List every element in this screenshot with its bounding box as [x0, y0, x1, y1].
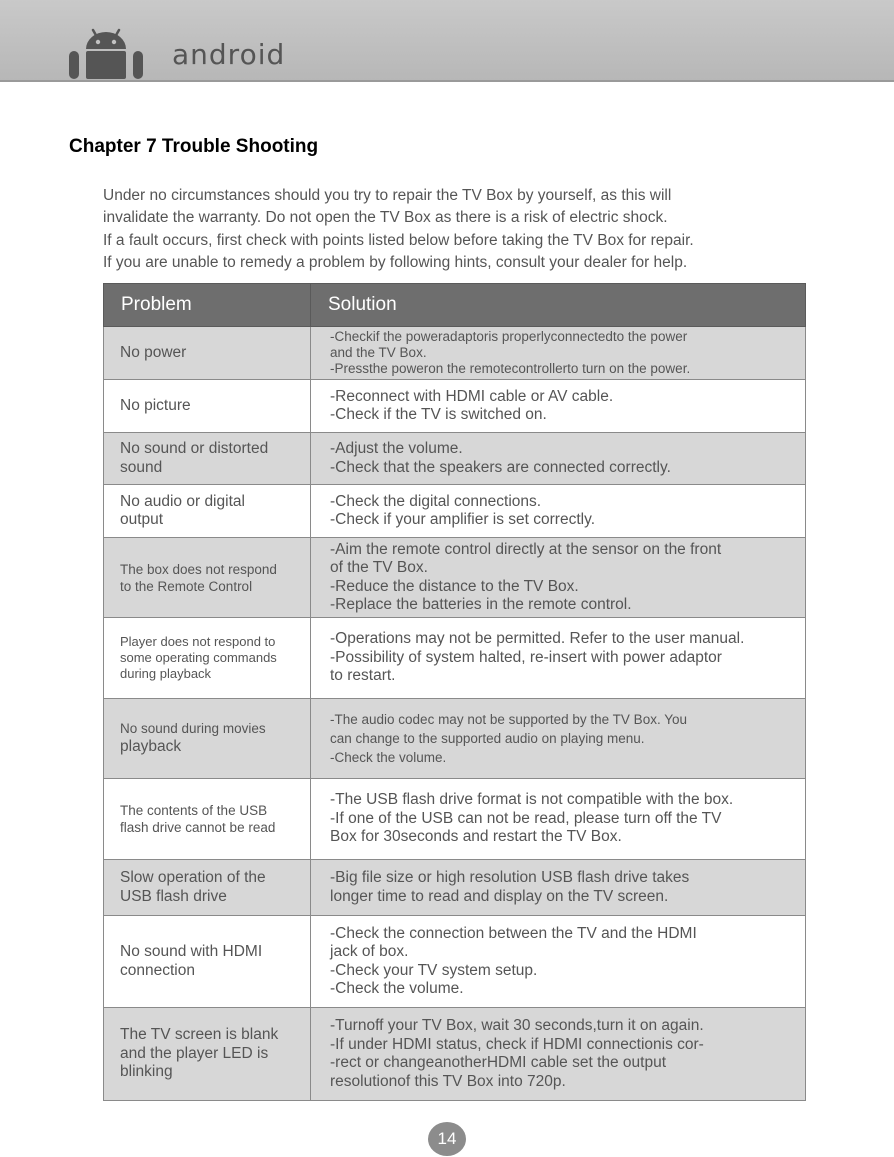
table-row [104, 916, 806, 1008]
brand-wordmark: android [172, 38, 286, 71]
solution-text: -The USB flash drive format is not compatible with the box. [330, 791, 734, 809]
table-row [104, 1008, 806, 1101]
solution-text: -Check if your amplifier is set correctly. [330, 511, 595, 528]
solution-text: jack of box. [330, 943, 409, 960]
chapter-title: Chapter 7 Trouble Shooting [69, 136, 319, 157]
problem-text: and the player LED is [120, 1044, 269, 1062]
table-row [104, 538, 806, 618]
solution-cell [311, 860, 806, 916]
problem-text: connection [120, 961, 195, 979]
solution-text: -Reconnect with HDMI cable or AV cable. [330, 387, 614, 405]
solution-text: -Possibility of system halted, re-insert with power adaptor [330, 648, 722, 666]
table-row [104, 380, 806, 433]
solution-text: -Adjust the volume. [330, 440, 463, 457]
solution-text: can change to the supported audio on playing menu. [330, 731, 645, 746]
solution-text: -Check the volume. [330, 750, 447, 765]
solution-text: -Check the volume. [330, 980, 464, 997]
problem-text: Player does not respond to [120, 634, 276, 649]
troubleshooting-table [103, 283, 806, 1101]
solution-cell [311, 1008, 806, 1101]
problem-text: output [120, 511, 164, 528]
problem-text: some operating commands [120, 650, 277, 665]
page-header [0, 0, 894, 82]
problem-cell [104, 860, 311, 916]
solution-cell [311, 699, 806, 779]
problem-cell [104, 327, 311, 380]
problem-text: flash drive cannot be read [120, 820, 276, 835]
table-row [104, 699, 806, 779]
problem-text: The TV screen is blank [120, 1026, 279, 1044]
problem-cell [104, 1008, 311, 1101]
problem-cell [104, 433, 311, 485]
problem-cell [104, 916, 311, 1008]
solution-text: -Check your TV system setup. [330, 961, 538, 979]
solution-cell [311, 538, 806, 618]
solution-text: -The audio codec may not be supported by the TV Box. You [330, 712, 687, 727]
problem-cell [104, 779, 311, 860]
solution-text: to restart. [330, 667, 396, 685]
problem-cell [104, 538, 311, 618]
intro-line: invalidate the warranty. Do not open the TV Box as there is a risk of electric shock. [103, 209, 668, 227]
solution-text: -Check the connection between the TV and the HDMI [330, 924, 697, 942]
solution-text: -Pressthe poweron the remotecontrollerto turn on the power. [330, 361, 691, 376]
problem-text: No picture [120, 396, 191, 414]
solution-text: longer time to read and display on the TV screen. [330, 887, 669, 905]
solution-text: -Aim the remote control directly at the sensor on the front [330, 540, 722, 558]
page-number-badge: 14 [428, 1122, 466, 1156]
solution-cell [311, 916, 806, 1008]
problem-text: blinking [120, 1063, 173, 1081]
table-row [104, 327, 806, 380]
problem-text: playback [120, 738, 182, 755]
table-row [104, 860, 806, 916]
solution-text: -rect or changeanotherHDMI cable set the output [330, 1054, 667, 1071]
solution-text: and the TV Box. [330, 345, 427, 360]
solution-text: -Check that the speakers are connected correctly. [330, 458, 671, 476]
solution-cell [311, 485, 806, 538]
solution-text: -Big file size or high resolution USB flash drive takes [330, 869, 690, 886]
problem-text: No sound during movies [120, 721, 266, 736]
solution-text: -If under HDMI status, check if HDMI connectionis cor- [330, 1035, 704, 1053]
solution-column-header: Solution [311, 284, 806, 327]
problem-text: No sound or distorted [120, 440, 269, 457]
table-row [104, 779, 806, 860]
solution-cell [311, 433, 806, 485]
solution-cell [311, 779, 806, 860]
problem-cell [104, 380, 311, 433]
table-row [104, 485, 806, 538]
problem-text: No power [120, 343, 187, 361]
solution-cell [311, 380, 806, 433]
table-row [104, 433, 806, 485]
problem-text: sound [120, 458, 163, 476]
problem-text: The box does not respond [120, 561, 277, 577]
table-header-row [104, 284, 806, 327]
solution-text: -If one of the USB can not be read, please turn off the TV [330, 809, 722, 827]
solution-text: -Check the digital connections. [330, 492, 542, 510]
solution-cell [311, 618, 806, 699]
problem-text: to the Remote Control [120, 578, 253, 594]
solution-text: -Replace the batteries in the remote control. [330, 596, 632, 613]
problem-cell [104, 618, 311, 699]
solution-text: -Check if the TV is switched on. [330, 406, 547, 423]
solution-text: -Reduce the distance to the TV Box. [330, 577, 579, 595]
problem-cell [104, 699, 311, 779]
problem-column-header: Problem [104, 284, 311, 327]
solution-text: -Checkif the poweradaptoris properlyconnectedto the power [330, 329, 688, 344]
solution-text: of the TV Box. [330, 559, 428, 576]
problem-text: No audio or digital [120, 492, 245, 510]
problem-text: The contents of the USB [120, 803, 268, 818]
solution-text: resolutionof this TV Box into 720p. [330, 1072, 566, 1090]
android-robot-icon [67, 27, 145, 79]
intro-line: If a fault occurs, first check with points listed below before taking the TV Box for repair. [103, 231, 694, 249]
solution-cell [311, 327, 806, 380]
problem-cell [104, 485, 311, 538]
problem-text: Slow operation of the [120, 869, 266, 886]
solution-text: -Operations may not be permitted. Refer to the user manual. [330, 630, 745, 648]
solution-text: -Turnoff your TV Box, wait 30 seconds,turn it on again. [330, 1017, 704, 1034]
solution-text: Box for 30seconds and restart the TV Box. [330, 828, 622, 846]
intro-paragraph [103, 185, 823, 274]
problem-text: USB flash drive [120, 887, 227, 905]
problem-text: No sound with HDMI [120, 943, 263, 960]
intro-line: Under no circumstances should you try to repair the TV Box by yourself, as this will [103, 187, 672, 204]
problem-text: during playback [120, 666, 212, 681]
intro-line: If you are unable to remedy a problem by following hints, consult your dealer for help. [103, 253, 688, 271]
table-row [104, 618, 806, 699]
